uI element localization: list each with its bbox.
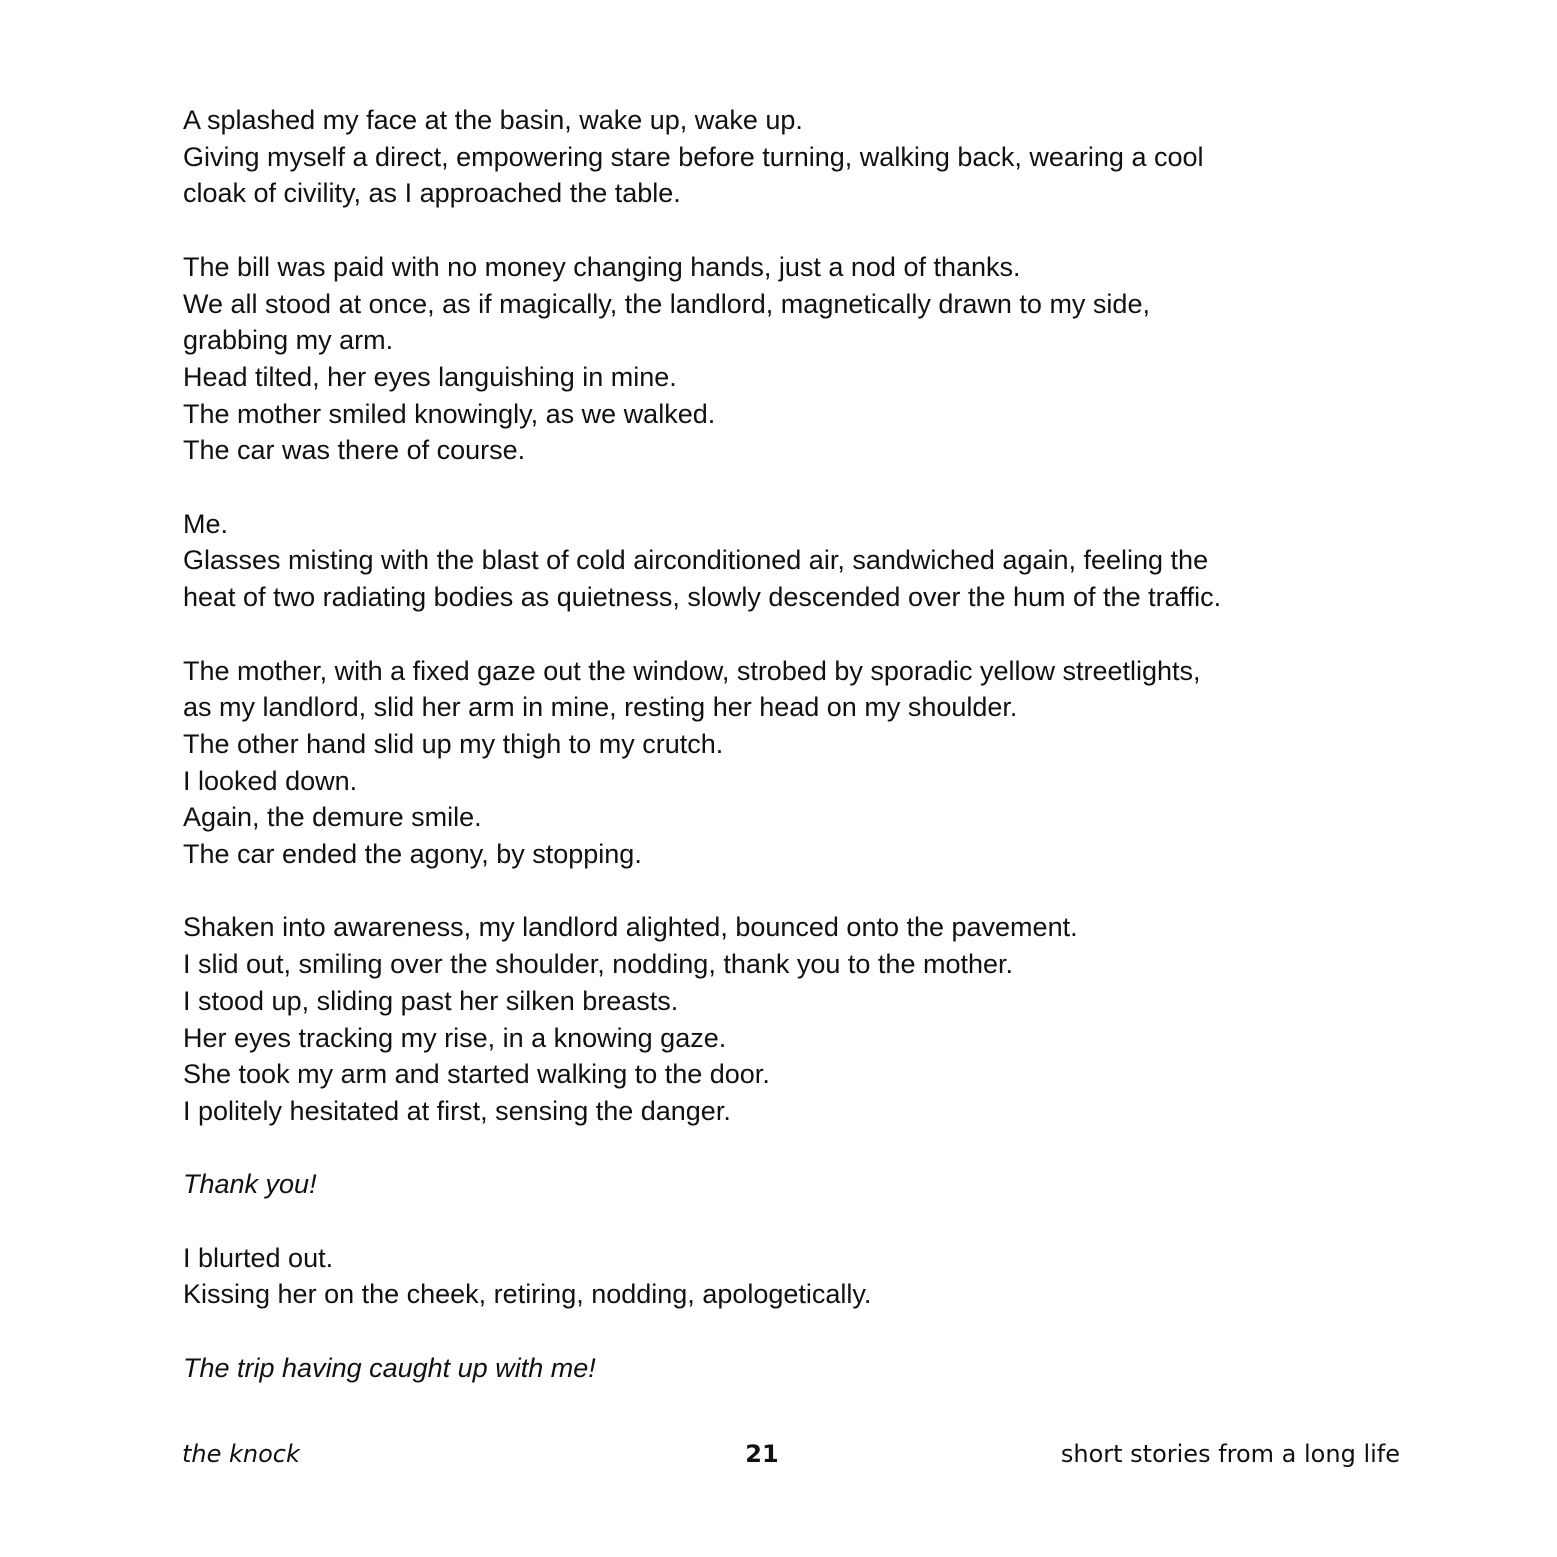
paragraph-2	[183, 249, 1383, 469]
text-line: The mother smiled knowingly, as we walked.	[183, 398, 716, 429]
paragraph-6-dialogue	[183, 1166, 1383, 1203]
text-line: heat of two radiating bodies as quietness, slowly descended over the hum of the traffic.	[183, 582, 1222, 613]
text-line: Head tilted, her eyes languishing in mine.	[183, 361, 677, 392]
text-line: The mother, with a fixed gaze out the window, strobed by sporadic yellow streetlights,	[183, 655, 1201, 686]
text-line: Kissing her on the cheek, retiring, nodding, apologetically.	[183, 1279, 872, 1310]
text-line: as my landlord, slid her arm in mine, resting her head on my shoulder.	[183, 692, 1018, 723]
text-line: The bill was paid with no money changing hands, just a nod of thanks.	[183, 251, 1021, 282]
text-line: I slid out, smiling over the shoulder, nodding, thank you to the mother.	[183, 949, 1013, 980]
text-line: I looked down.	[183, 765, 358, 796]
text-line: She took my arm and started walking to the door.	[183, 1059, 770, 1090]
text-line: Me.	[183, 508, 229, 539]
paragraph-3	[183, 506, 1383, 616]
text-line: cloak of civility, as I approached the table.	[183, 178, 681, 209]
paragraph-7	[183, 1240, 1383, 1313]
paragraph-5	[183, 909, 1383, 1129]
story-body	[183, 102, 1383, 1387]
text-line: We all stood at once, as if magically, the landlord, magnetically drawn to my side,	[183, 288, 1150, 319]
page-number: 21	[745, 1440, 779, 1468]
text-line: Her eyes tracking my rise, in a knowing gaze.	[183, 1022, 727, 1053]
text-line: I stood up, sliding past her silken breasts.	[183, 985, 679, 1016]
text-line: The other hand slid up my thigh to my crutch.	[183, 728, 724, 759]
footer-book-title: the knock	[182, 1440, 300, 1468]
page-footer	[0, 1436, 1557, 1472]
text-line: grabbing my arm.	[183, 325, 394, 356]
text-line: Giving myself a direct, empowering stare before turning, walking back, wearing a cool	[183, 141, 1204, 172]
text-line: The car ended the agony, by stopping.	[183, 839, 642, 870]
footer-collection-title: short stories from a long life	[1060, 1440, 1400, 1468]
text-line: Shaken into awareness, my landlord alighted, bounced onto the pavement.	[183, 912, 1078, 943]
text-line: I blurted out.	[183, 1242, 334, 1273]
paragraph-4	[183, 653, 1383, 873]
dialogue-line: Thank you!	[183, 1169, 317, 1200]
paragraph-1	[183, 102, 1383, 212]
paragraph-8-closing	[183, 1350, 1383, 1387]
closing-line: The trip having caught up with me!	[183, 1352, 596, 1383]
text-line: Again, the demure smile.	[183, 802, 482, 833]
text-line: Glasses misting with the blast of cold airconditioned air, sandwiched again, feeling the	[183, 545, 1209, 576]
text-line: The car was there of course.	[183, 435, 526, 466]
text-line: I politely hesitated at first, sensing the danger.	[183, 1095, 731, 1126]
text-line: A splashed my face at the basin, wake up, wake up.	[183, 105, 803, 135]
